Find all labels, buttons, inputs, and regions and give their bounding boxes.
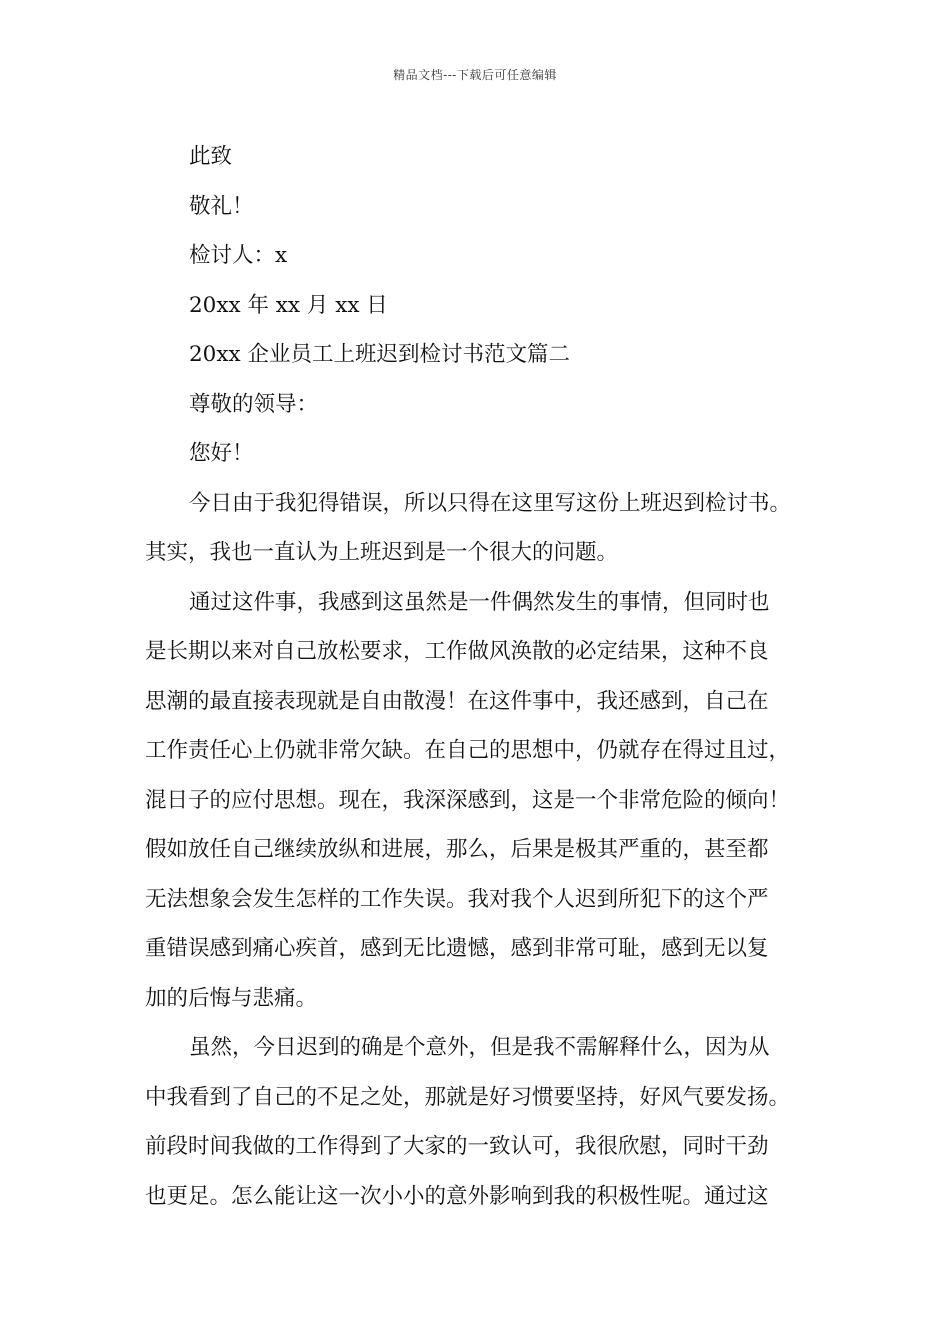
text-line: 重错误感到痛心疾首，感到无比遗憾，感到非常可耻，感到无以复 [145, 936, 769, 961]
text-line: 也更足。怎么能让这一次小小的意外影响到我的积极性呢。通过这 [145, 1183, 769, 1209]
text-line: 思潮的最直接表现就是自由散漫！在这件事中，我还感到，自己在 [145, 688, 769, 714]
text-line: 加的后悔与悲痛。 [145, 985, 318, 1011]
text-line: 检讨人：x [189, 243, 288, 268]
text-line: 尊敬的领导： [189, 391, 319, 417]
text-line: 通过这件事，我感到这虽然是一件偶然发生的事情，但同时也 [189, 589, 770, 615]
text-line: 此致 [189, 144, 233, 169]
text-line: 前段时间我做的工作得到了大家的一致认可，我很欣慰，同时干劲 [145, 1134, 769, 1159]
page-header: 精品文档---下载后可任意编辑 [393, 68, 557, 82]
text-line: 混日子的应付思想。现在，我深深感到，这是一个非常危险的倾向！ [145, 787, 791, 813]
text-line: 中我看到了自己的不足之处，那就是好习惯要坚持，好风气要发扬。 [145, 1084, 791, 1110]
text-line: 您好！ [189, 441, 254, 466]
text-line: 其实，我也一直认为上班迟到是一个很大的问题。 [145, 540, 619, 565]
text-line: 20xx 年 xx 月 xx 日 [189, 292, 388, 318]
text-line: 今日由于我犯得错误，所以只得在这里写这份上班迟到检讨书。 [189, 490, 792, 516]
text-line: 虽然，今日迟到的确是个意外，但是我不需解释什么，因为从 [189, 1035, 770, 1060]
text-line: 工作责任心上仍就非常欠缺。在自己的思想中，仍就存在得过且过， [145, 738, 791, 763]
text-line: 无法想象会发生怎样的工作失误。我对我个人迟到所犯下的这个严 [145, 886, 769, 912]
text-line: 是长期以来对自己放松要求，工作做风涣散的必定结果，这种不良 [145, 639, 769, 664]
text-line: 假如放任自己继续放纵和进展，那么，后果是极其严重的，甚至都 [145, 837, 769, 862]
document-body [145, 132, 825, 1221]
text-line: 20xx 企业员工上班迟到检讨书范文篇二 [189, 342, 570, 367]
text-line: 敬礼！ [189, 193, 254, 219]
